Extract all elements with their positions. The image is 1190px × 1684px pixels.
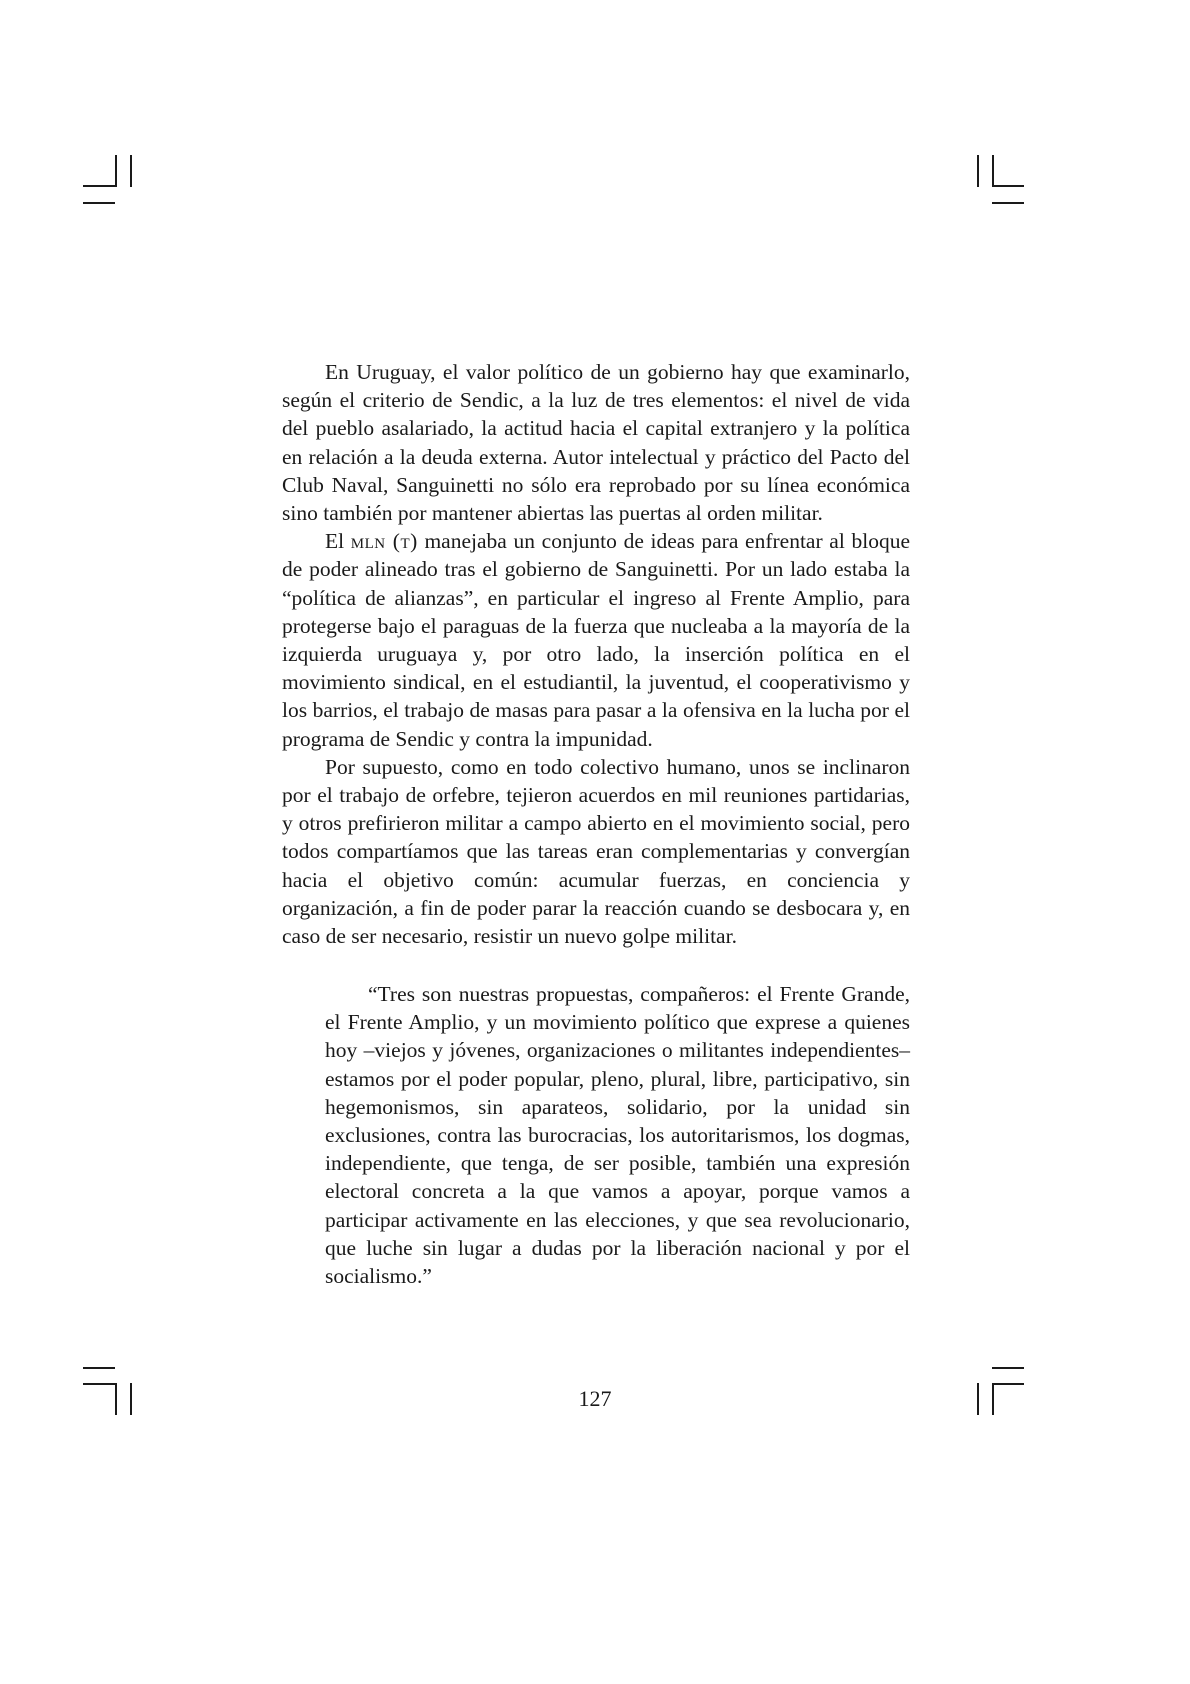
- crop-mark-bottom-right-h: [992, 1383, 1024, 1385]
- block-quote: [325, 980, 910, 1290]
- crop-mark-bottom-left-h: [83, 1383, 115, 1385]
- paragraph-1: En Uruguay, el valor político de un gobierno hay que examinarlo, según el criterio de Sendic, a la luz de tres elementos: el nivel de vida del pueblo asalariado, la actitud hacia el capital extranjero y la política en relación a la deuda externa. Autor intelectual y práctico del Pacto del Club Naval, Sanguinetti no sólo era reprobado por su línea económica sino también por mantener abiertas las puertas al orden militar.: [282, 360, 910, 526]
- crop-mark-bottom-right-h2: [992, 1367, 1024, 1369]
- mln-acronym: mln (t): [350, 529, 418, 554]
- crop-mark-top-left-v1: [115, 155, 117, 187]
- page-number: 127: [578, 1386, 612, 1411]
- paragraph-2-rest: manejaba un conjunto de ideas para enfrentar al bloque de poder alineado tras el gobierno de Sanguinetti. Por un lado estaba la “política de alianzas”, en particular el ingreso al Frente Amplio, para protegerse bajo el paraguas de la fuerza que nucleaba a la mayoría de la izquierda uruguaya y, por otro lado, la inserción política en el movimiento sindical, en el estudiantil, la juventud, el cooperativismo y los barrios, el trabajo de masas para pasar a la ofensiva en la lucha por el programa de Sendic y contra la impunidad.: [282, 529, 910, 751]
- crop-mark-top-right-v1: [977, 155, 979, 187]
- crop-mark-top-left-h: [83, 185, 115, 187]
- crop-mark-bottom-left-h2: [83, 1367, 115, 1369]
- crop-mark-top-left-h2: [83, 202, 115, 204]
- crop-mark-top-right-v2: [992, 155, 994, 187]
- crop-mark-top-left-v2: [130, 155, 132, 187]
- crop-mark-top-right-h: [992, 185, 1024, 187]
- paragraph-2: [282, 527, 910, 753]
- quote-text: “Tres son nuestras propuestas, compañeros: el Frente Grande, el Frente Amplio, y un movimiento político que exprese a quienes hoy –viejos y jóvenes, organizaciones o militantes independientes– estamos por el poder popular, pleno, plural, libre, participativo, sin hegemonismos, sin aparateos, solidario, por la unidad sin exclusiones, contra las burocracias, los autoritarismos, los dogmas, independiente, que tenga, de ser posible, también una expresión electoral concreta a la que vamos a apoyar, porque vamos a participar activamente en las elecciones, y que sea revolucionario, que luche sin lugar a dudas por la liberación nacional y por el socialismo.”: [325, 982, 910, 1289]
- paragraph-3: Por supuesto, como en todo colectivo humano, unos se inclinaron por el trabajo de orfebre, tejieron acuerdos en mil reuniones partidarias, y otros prefirieron militar a campo abierto en el movimiento social, pero todos compartíamos que las tareas eran complementarias y convergían hacia el objetivo común: acumular fuerzas, en conciencia y organización, a fin de poder parar la reacción cuando se desbocara y, en caso de ser necesario, resistir un nuevo golpe militar.: [282, 754, 910, 949]
- crop-mark-top-right-h2: [992, 202, 1024, 204]
- paragraph-2-lead: El: [325, 529, 351, 554]
- body-text: [282, 358, 910, 950]
